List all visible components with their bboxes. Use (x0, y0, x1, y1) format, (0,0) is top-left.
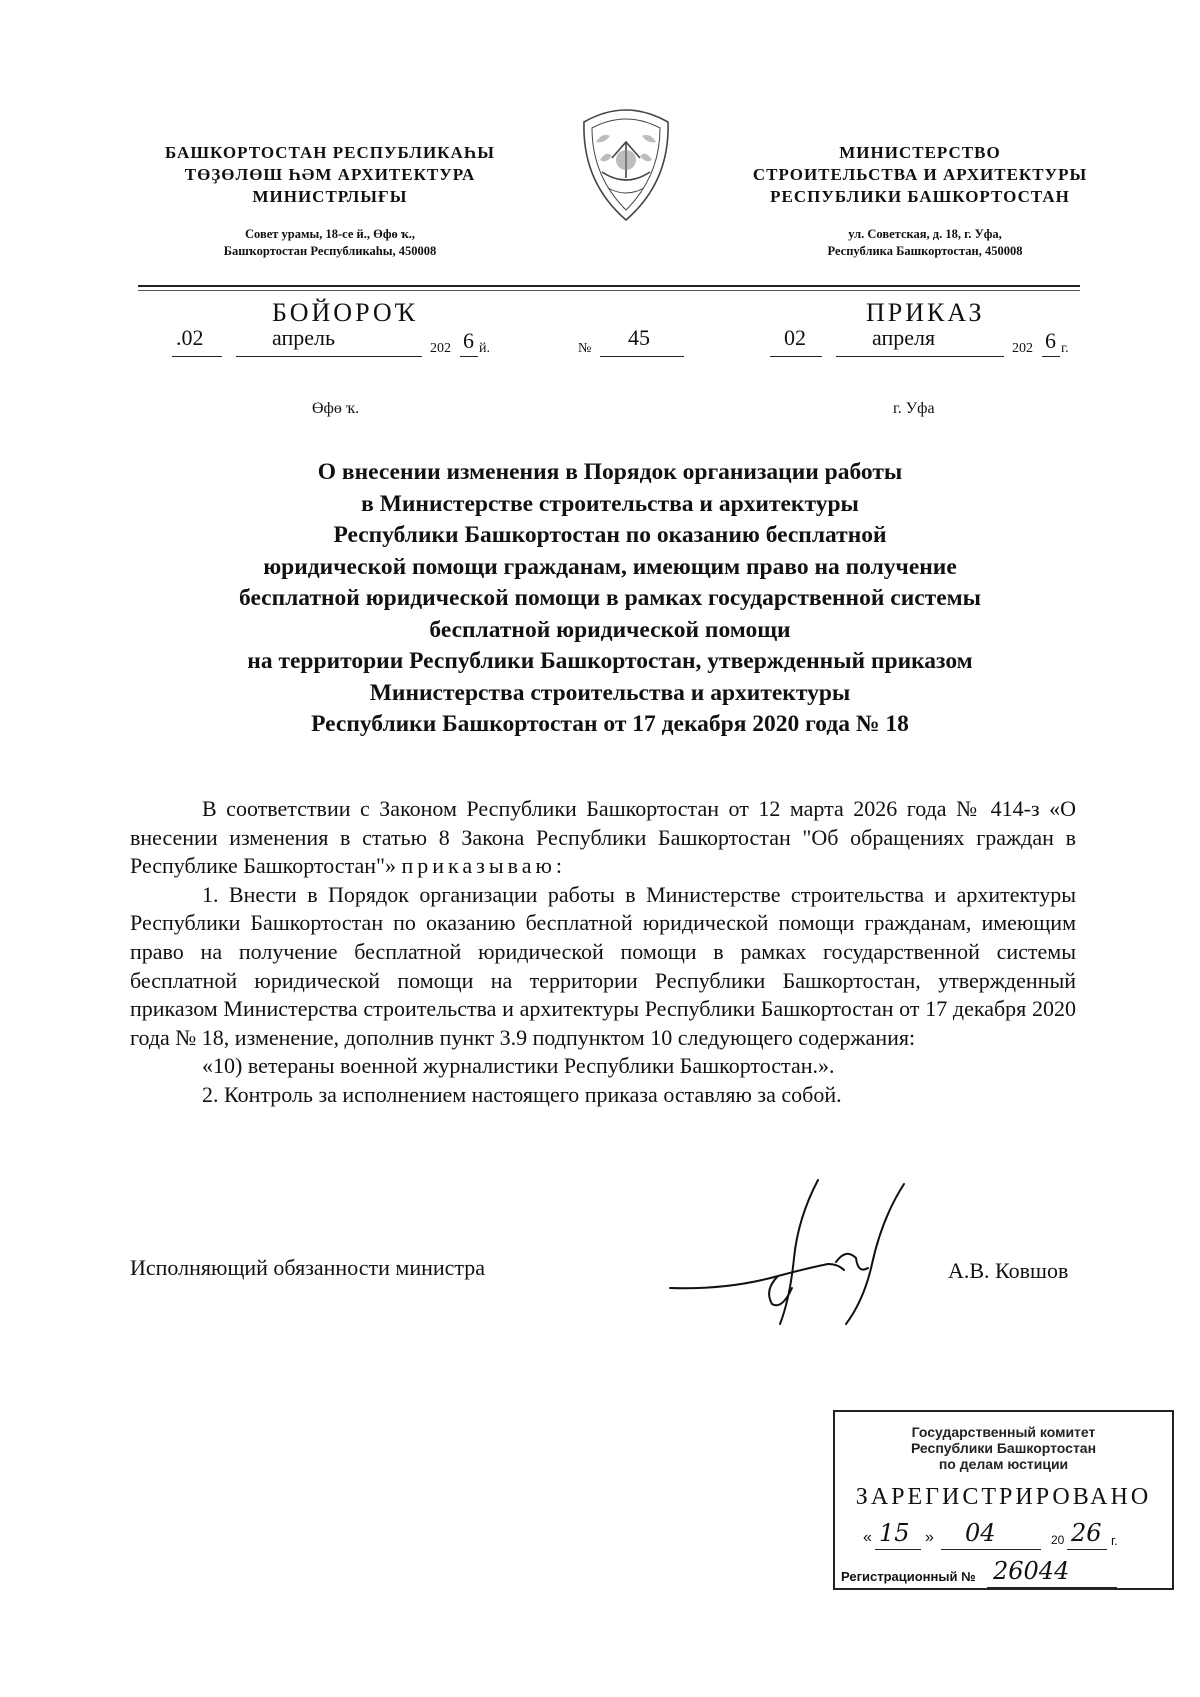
number-value: 45 (628, 325, 650, 350)
title-line: Республики Башкортостан от 17 декабря 2020 года № 18 (311, 711, 909, 737)
stamp-date-row (835, 1517, 1172, 1557)
header-right-address (745, 226, 1105, 260)
right-month: апреля (872, 325, 936, 350)
number-underline (600, 356, 684, 357)
stamp-month: 04 (965, 1519, 996, 1547)
document-body (130, 795, 1076, 1110)
stamp-year-suffix: 26 (1071, 1519, 1102, 1547)
stamp-org-line: Государственный комитет (911, 1424, 1096, 1440)
stamp-date-open-quote: « (863, 1529, 872, 1546)
quote-paragraph: «10) ветераны военной журналистики Республики Башкортостан.». (202, 1053, 835, 1079)
stamp-year-underline (1067, 1549, 1107, 1550)
signature-name: А.В. Ковшов (948, 1258, 1069, 1283)
header-divider-thin (138, 290, 1080, 291)
header-divider-thick (138, 285, 1080, 287)
left-year-suffix: й. (479, 341, 490, 356)
header-right-address-line: ул. Советская, д. 18, г. Уфа, (848, 227, 1002, 241)
title-line: Министерства строительства и архитектуры (369, 679, 851, 706)
doc-type-russian: ПРИКАЗ (866, 298, 985, 327)
left-year-digit: 6 (463, 328, 474, 353)
handwritten-signature (668, 1178, 928, 1328)
right-day: 02 (784, 325, 806, 350)
intro-paragraph (130, 795, 1076, 881)
title-line: Республики Башкортостан по оказанию бесплатной (333, 522, 887, 548)
stamp-reg-underline (987, 1587, 1117, 1588)
intro-text: В соответствии с Законом Республики Башкортостан от 12 марта 2026 года № 414-з «О внесении изменения в статью 8 Закона Республики Башкортостан "Об обращениях граждан в Республике Башкортостан"» (130, 796, 1076, 879)
stamp-status: ЗАРЕГИСТРИРОВАНО (855, 1484, 1152, 1510)
document-title (160, 457, 1060, 741)
stamp-day: 15 (879, 1519, 910, 1547)
stamp-org-line: по делам юстиции (938, 1456, 1069, 1472)
header-left-org-line: МИНИСТРЛЫҒЫ (252, 187, 408, 206)
header-left-org-line: БАШКОРТОСТАН РЕСПУБЛИКАҺЫ (165, 143, 495, 162)
item-1-paragraph: 1. Внести в Порядок организации работы в Министерстве строительства и архитектуры Республики Башкортостан по оказанию бесплатной юридической помощи гражданам, имеющим право на получение бесплатной юридической помощи в рамках государственной системы бесплатной юридической помощи на территории Республики Башкортостан, утвержденный приказом Министерства строительства и архитектуры Республики Башкортостан от 17 декабря 2020 года № 18, изменение, дополнив пункт 3.9 подпунктом 10 следующего содержания: (130, 881, 1076, 1050)
right-year-suffix: г. (1061, 341, 1069, 356)
stamp-year-end: г. (1111, 1533, 1118, 1548)
item-2-paragraph: 2. Контроль за исполнением настоящего приказа оставляю за собой. (202, 1081, 842, 1107)
stamp-month-underline (941, 1549, 1041, 1550)
left-month: апрель (272, 325, 336, 350)
stamp-date-close-quote: » (925, 1529, 934, 1546)
title-line: бесплатной юридической помощи (429, 616, 791, 643)
stamp-reg-row (835, 1557, 1172, 1591)
left-month-underline (236, 356, 422, 357)
doc-type-bashkir: БОЙОРОҠ (272, 298, 419, 327)
right-day-underline (770, 356, 822, 357)
stamp-org-line: Республики Башкортостан (910, 1440, 1097, 1456)
title-line: О внесении изменения в Порядок организации работы (317, 459, 903, 485)
number-label: № (578, 341, 592, 356)
header-right-org (720, 142, 1120, 208)
stamp-org (835, 1424, 1172, 1472)
stamp-reg-number: 26044 (993, 1557, 1070, 1585)
intro-verb: приказываю: (401, 853, 567, 879)
right-month-underline (836, 356, 1004, 357)
header-right-org-line: МИНИСТЕРСТВО (839, 143, 1001, 162)
signature-position: Исполняющий обязанности министра (130, 1255, 486, 1280)
header-right-org-line: СТРОИТЕЛЬСТВА И АРХИТЕКТУРЫ (752, 165, 1088, 184)
title-line: бесплатной юридической помощи в рамках государственной системы (239, 585, 981, 611)
registration-stamp (833, 1410, 1174, 1590)
stamp-reg-label: Регистрационный № (841, 1569, 976, 1584)
title-line: юридической помощи гражданам, имеющим право на получение (263, 553, 957, 580)
right-year-prefix: 202 (1012, 341, 1033, 356)
header-right-address-line: Республика Башкортостан, 450008 (827, 244, 1023, 258)
header-left-address-line: Совет урамы, 18-се й., Өфө ҡ., (245, 227, 415, 241)
header-right-org-line: РЕСПУБЛИКИ БАШКОРТОСТАН (770, 187, 1070, 206)
stamp-day-underline (875, 1549, 921, 1550)
header-left-address-line: Башҡортостан Республикаһы, 450008 (223, 244, 437, 258)
title-line: в Министерстве строительства и архитектуры (361, 490, 859, 517)
header-left-address (150, 226, 510, 260)
right-year-underline (1042, 356, 1060, 357)
title-line: на территории Республики Башкортостан, утвержденный приказом (247, 648, 973, 674)
left-year-prefix: 202 (430, 341, 451, 356)
place-russian: г. Уфа (893, 400, 935, 417)
left-year-underline (460, 356, 478, 357)
left-day: .02 (176, 325, 204, 350)
header-left-org (130, 142, 530, 208)
left-day-underline (172, 356, 222, 357)
stamp-year-prefix: 20 (1051, 1533, 1065, 1547)
right-year-digit: 6 (1045, 328, 1056, 353)
coat-of-arms-emblem (572, 102, 680, 226)
place-bashkir: Өфө ҡ. (312, 400, 360, 417)
header-left-org-line: ТӨҘӨЛӨШ ҺӘМ АРХИТЕКТУРА (184, 165, 476, 184)
